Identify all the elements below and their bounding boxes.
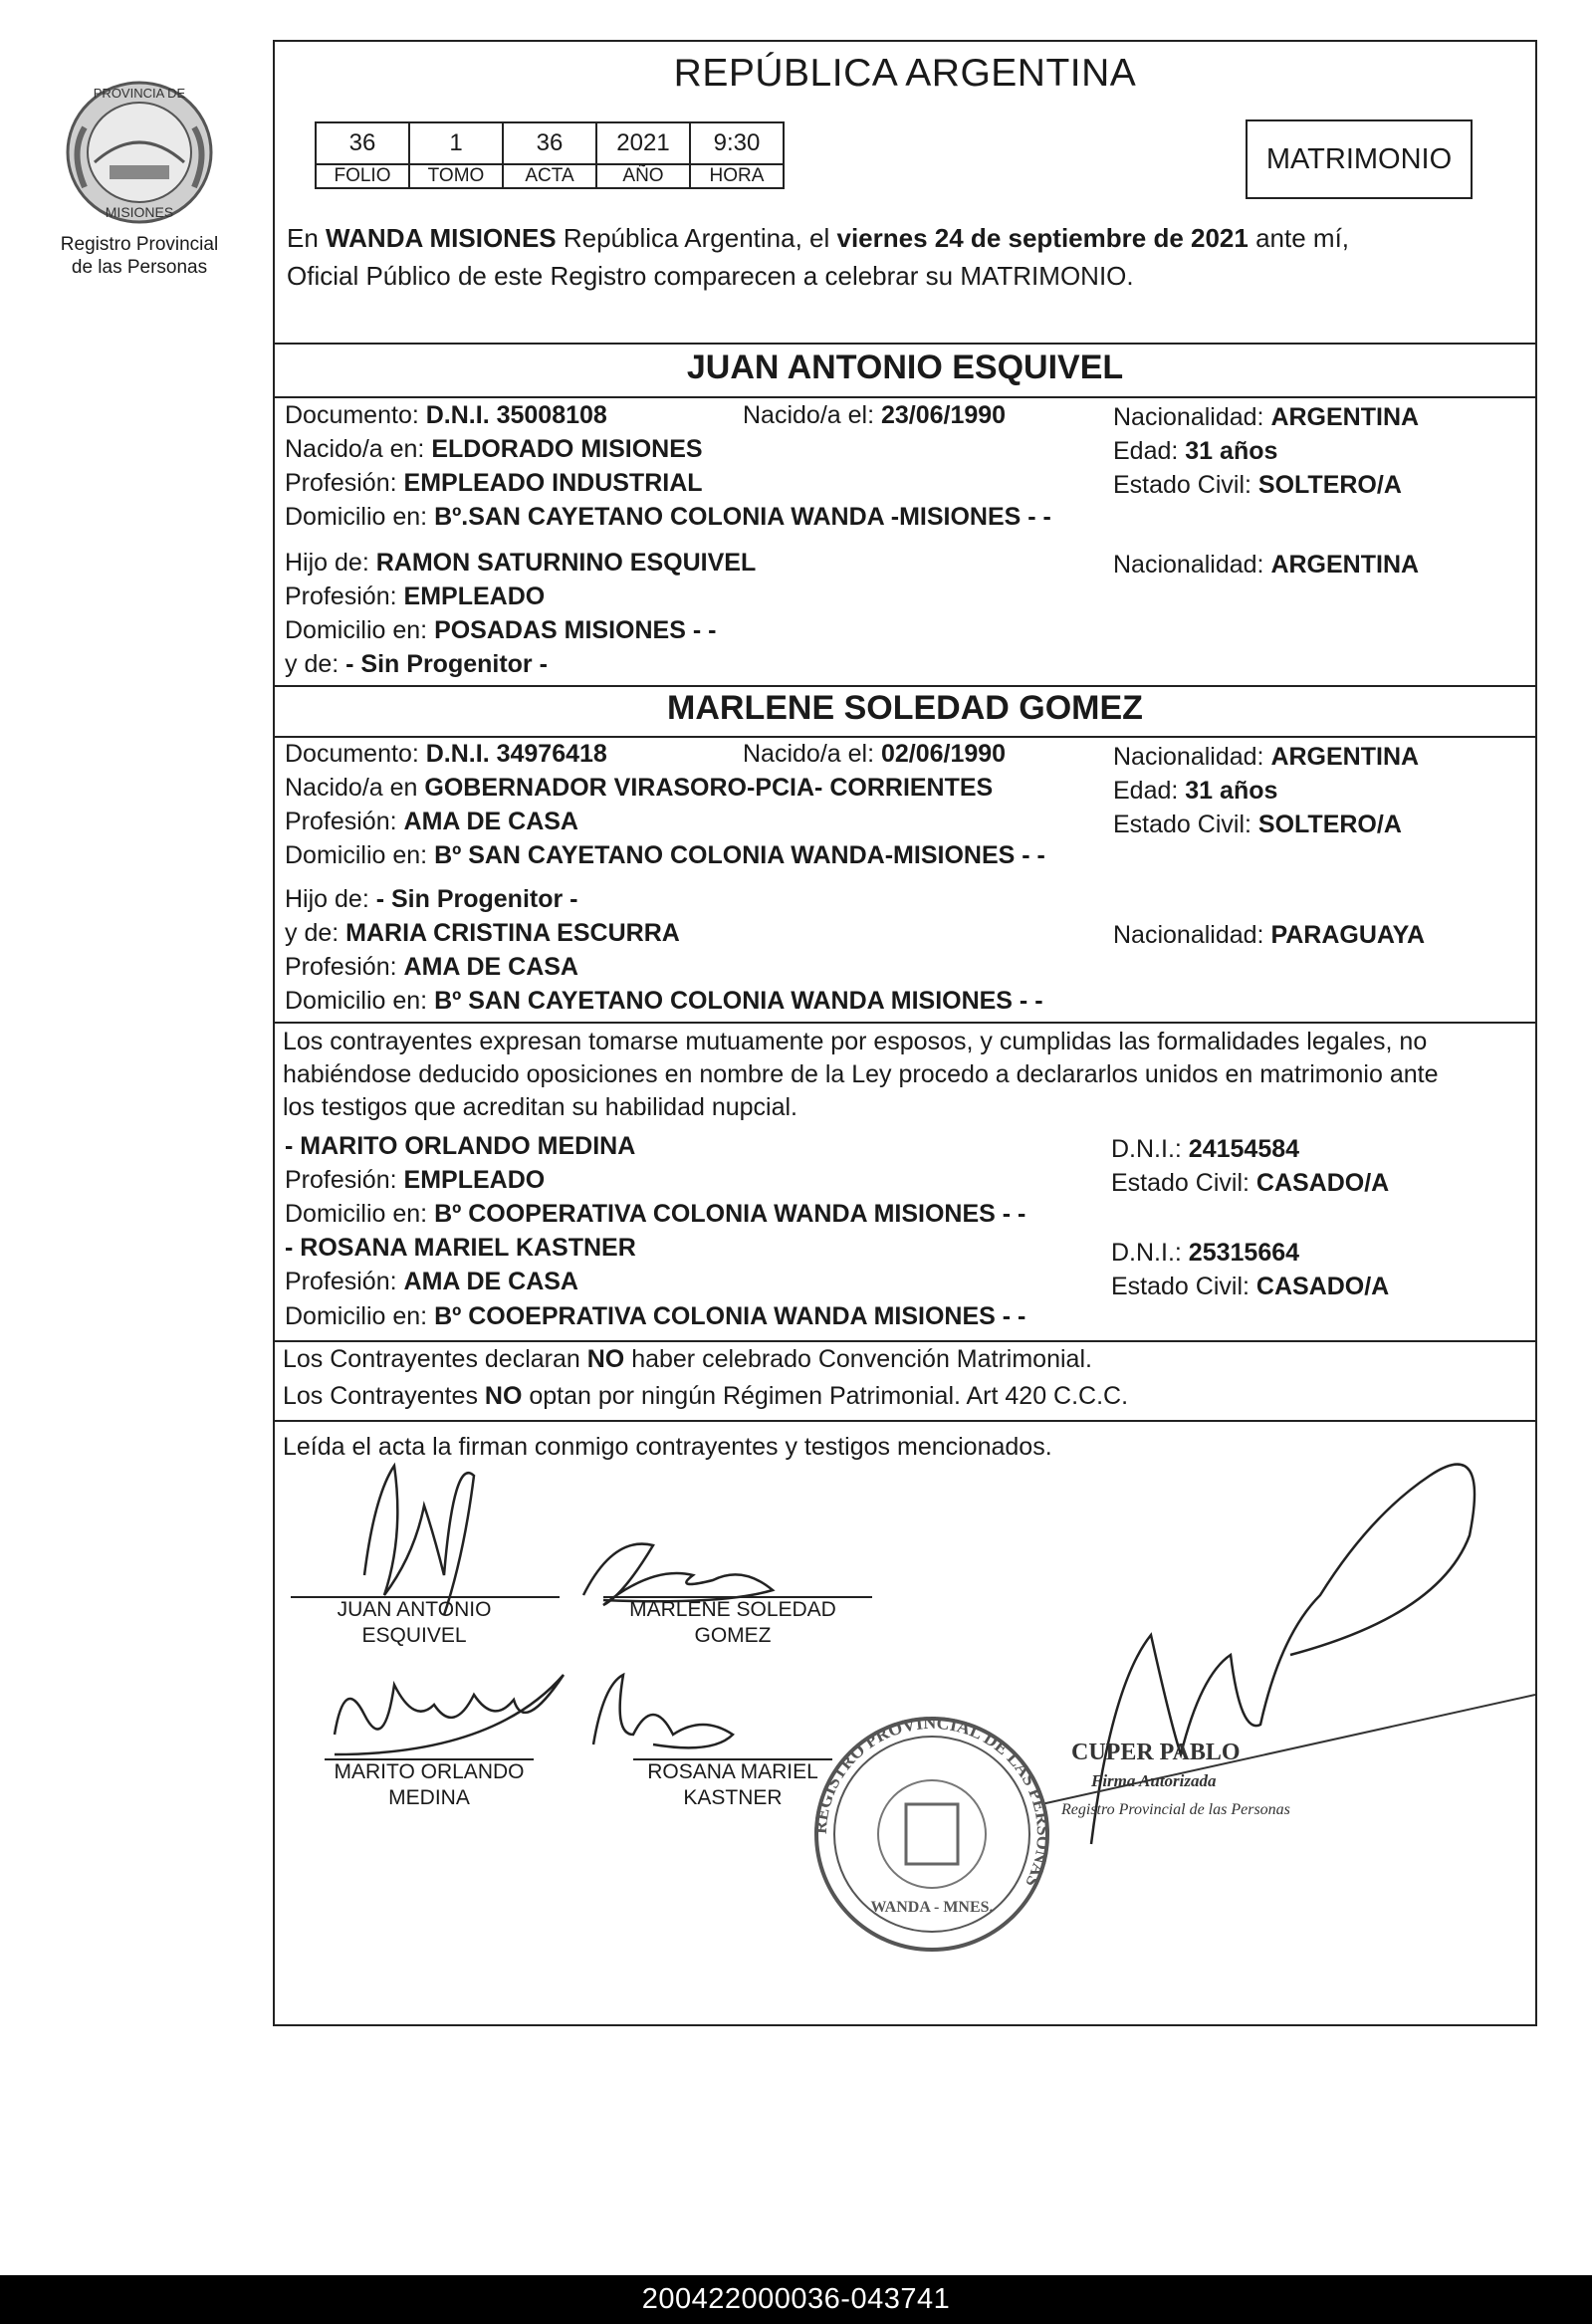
tomo-label: TOMO [409, 164, 503, 188]
document-code-bar: 200422000036-043741 [0, 2275, 1592, 2324]
field-value: PARAGUAYA [1270, 921, 1426, 949]
hora-label: HORA [690, 164, 784, 188]
field-value: 31 años [1185, 437, 1278, 465]
signature-label-line: GOMEZ [694, 1624, 772, 1647]
field-label: Nacionalidad: [1113, 743, 1271, 771]
field-label: Nacionalidad: [1113, 551, 1271, 579]
signature-3-scribble [335, 1675, 564, 1754]
declaration-line: Los contrayentes expresan tomarse mutuamente por esposos, y cumplidas las formalidades legales, no [283, 1028, 1428, 1055]
field-label: Domicilio en: [285, 987, 435, 1015]
acta-value: 36 [503, 122, 596, 164]
field-value: Bº.SAN CAYETANO COLONIA WANDA -MISIONES - - [434, 503, 1051, 531]
folio-value: 36 [316, 122, 409, 164]
officer-name: CUPER PABLO [1071, 1740, 1241, 1765]
text-bold: NO [484, 1382, 523, 1410]
field-label: Nacido/a en: [285, 435, 432, 463]
field-value: 31 años [1185, 777, 1278, 805]
field-label: Estado Civil: [1111, 1273, 1256, 1300]
page-title: REPÚBLICA ARGENTINA [673, 52, 1137, 95]
registry-logo [50, 68, 229, 279]
field-value: SOLTERO/A [1257, 811, 1402, 838]
text: optan por ningún Régimen Patrimonial. Art 420 C.C.C. [522, 1382, 1129, 1410]
field-label: Estado Civil: [1113, 471, 1258, 499]
signature-label-line: ROSANA MARIEL [647, 1760, 818, 1783]
field-value: GOBERNADOR VIRASORO-PCIA- CORRIENTES [424, 774, 994, 802]
field-label: Profesión: [285, 582, 404, 610]
anio-label: AÑO [596, 164, 690, 188]
field-label: Domicilio en: [285, 1302, 435, 1330]
text: Los Contrayentes declaran [283, 1345, 587, 1373]
field-label: Nacido/a en [285, 774, 425, 802]
signature-label-marlene [613, 1597, 852, 1649]
field-value: - Sin Progenitor - [345, 650, 548, 678]
field-value: Bº SAN CAYETANO COLONIA WANDA MISIONES - - [434, 987, 1043, 1015]
signature-label-marito [315, 1759, 544, 1811]
field-value: Bº COOEPRATIVA COLONIA WANDA MISIONES - - [434, 1302, 1026, 1330]
field-label: Domicilio en: [285, 1200, 435, 1228]
field-value: SOLTERO/A [1257, 471, 1402, 499]
signature-label-line: ESQUIVEL [361, 1624, 467, 1647]
acta-label: ACTA [503, 164, 596, 188]
declaration-line: habiéndose deducido oposiciones en nombre de la Ley procedo a declararlos unidos en matrimonio ante [283, 1060, 1439, 1088]
field-value: D.N.I. 35008108 [425, 401, 607, 429]
spouse2-name: MARLENE SOLEDAD GOMEZ [667, 689, 1143, 727]
certificate-type-box: MATRIMONIO [1246, 119, 1473, 199]
signature-label-line: MARLENE SOLEDAD [629, 1598, 836, 1621]
official-stamp [810, 1713, 1053, 1950]
field-label: Edad: [1113, 437, 1186, 465]
field-label: Estado Civil: [1113, 811, 1258, 838]
logo-caption-line1: Registro Provincial [60, 234, 219, 255]
field-value: Bº SAN CAYETANO COLONIA WANDA-MISIONES - - [434, 841, 1045, 869]
spouse1-name: JUAN ANTONIO ESQUIVEL [686, 349, 1124, 386]
field-value: - Sin Progenitor - [375, 885, 578, 913]
signatures-layer [275, 42, 1535, 2023]
field-label: Hijo de: [285, 885, 376, 913]
stamp-ring-textpath: REGISTRO PROVINCIAL DE LAS PERSONAS [809, 1712, 1054, 1891]
field-value: CASADO/A [1255, 1273, 1390, 1300]
text: haber celebrado Convención Matrimonial. [624, 1345, 1092, 1373]
folio-label: FOLIO [316, 164, 409, 188]
field-value: - MARITO ORLANDO MEDINA [285, 1132, 636, 1160]
field-label: D.N.I.: [1111, 1239, 1189, 1267]
field-value: AMA DE CASA [403, 953, 578, 981]
field-value: ARGENTINA [1270, 551, 1420, 579]
text-bold: NO [586, 1345, 625, 1373]
field-label: Domicilio en: [285, 841, 435, 869]
text: Los Contrayentes [283, 1382, 485, 1410]
signature-label-line: MEDINA [388, 1786, 470, 1809]
field-value: D.N.I. 34976418 [425, 740, 607, 768]
field-label: D.N.I.: [1111, 1135, 1189, 1163]
field-value: 25315664 [1188, 1239, 1300, 1267]
seal-bottom-text: MISIONES [105, 204, 174, 220]
field-label: Nacionalidad: [1113, 921, 1271, 949]
officer-role: Firma Autorizada [1091, 1771, 1217, 1790]
officer-org: Registro Provincial de las Personas [1061, 1801, 1290, 1818]
signature-1-scribble [364, 1466, 474, 1615]
field-label: Documento: [285, 401, 426, 429]
field-value: MARIA CRISTINA ESCURRA [345, 919, 680, 947]
field-label: Profesión: [285, 469, 404, 497]
field-label: Profesión: [285, 808, 404, 835]
field-value: POSADAS MISIONES - - [434, 616, 717, 644]
signature-4-scribble [593, 1675, 733, 1747]
declaration-line: los testigos que acreditan su habilidad nupcial. [283, 1093, 798, 1121]
field-label: Hijo de: [285, 549, 376, 577]
field-value: ARGENTINA [1270, 743, 1420, 771]
field-label: Profesión: [285, 1268, 404, 1295]
field-value: Bº COOPERATIVA COLONIA WANDA MISIONES - - [434, 1200, 1026, 1228]
logo-caption-line2: de las Personas [71, 257, 208, 278]
intro-place: WANDA MISIONES [326, 223, 557, 253]
intro-text: ante mí, [1248, 223, 1350, 253]
field-value: 02/06/1990 [880, 740, 1007, 768]
certificate-frame [273, 40, 1537, 2026]
provincial-seal-icon [60, 68, 219, 227]
field-label: Estado Civil: [1111, 1169, 1256, 1197]
signature-label-juan [305, 1597, 524, 1649]
field-value: AMA DE CASA [403, 808, 578, 835]
field-value: - ROSANA MARIEL KASTNER [285, 1234, 636, 1262]
closing-statement: Leída el acta la firman conmigo contrayentes y testigos mencionados. [283, 1433, 1052, 1461]
field-value: EMPLEADO INDUSTRIAL [403, 469, 703, 497]
signature-label-line: MARITO ORLANDO [334, 1760, 525, 1783]
anio-value: 2021 [596, 122, 690, 164]
field-label: Profesión: [285, 953, 404, 981]
field-value: ARGENTINA [1270, 403, 1420, 431]
field-value: CASADO/A [1255, 1169, 1390, 1197]
stamp-center-text: WANDA - MNES. [870, 1899, 994, 1916]
field-label: Domicilio en: [285, 503, 435, 531]
field-label: Nacionalidad: [1113, 403, 1271, 431]
field-value: ELDORADO MISIONES [431, 435, 703, 463]
logo-caption [50, 233, 229, 279]
field-value: 23/06/1990 [880, 401, 1007, 429]
hora-value: 9:30 [690, 122, 784, 164]
field-label: Nacido/a el: [743, 740, 881, 768]
field-value: RAMON SATURNINO ESQUIVEL [375, 549, 757, 577]
field-value: EMPLEADO [403, 582, 546, 610]
intro-date: viernes 24 de septiembre de 2021 [836, 223, 1249, 253]
tomo-value: 1 [409, 122, 503, 164]
field-value: 24154584 [1188, 1135, 1300, 1163]
intro-text: República Argentina, el [556, 223, 837, 253]
field-label: Domicilio en: [285, 616, 435, 644]
signature-label-rosana [633, 1759, 832, 1811]
field-label: y de: [285, 919, 346, 947]
signature-label-line: JUAN ANTONIO [337, 1598, 492, 1621]
field-label: y de: [285, 650, 346, 678]
field-value: EMPLEADO [403, 1166, 546, 1194]
signature-label-line: KASTNER [683, 1786, 783, 1809]
field-value: AMA DE CASA [403, 1268, 578, 1295]
field-label: Documento: [285, 740, 426, 768]
field-label: Profesión: [285, 1166, 404, 1194]
field-label: Nacido/a el: [743, 401, 881, 429]
seal-top-text: PROVINCIA DE [93, 86, 186, 101]
intro-text: En [287, 223, 327, 253]
intro-line2: Oficial Público de este Registro comparecen a celebrar su MATRIMONIO. [287, 261, 1134, 291]
field-label: Edad: [1113, 777, 1186, 805]
